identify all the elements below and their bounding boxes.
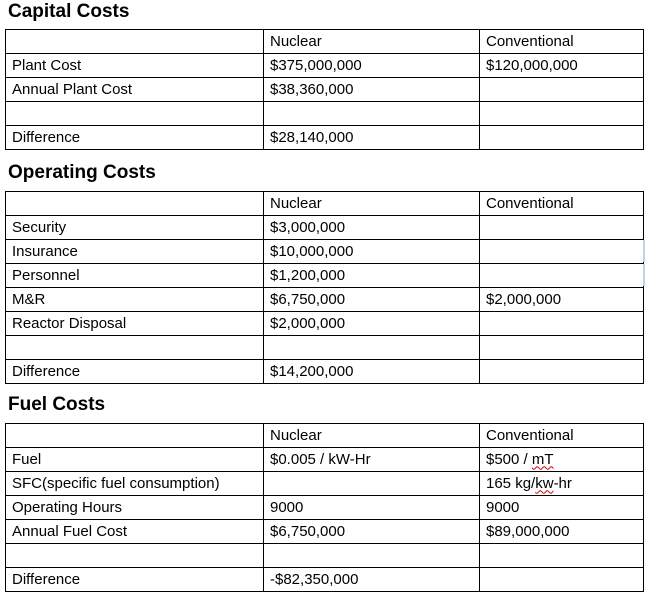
nuclear-header: Nuclear: [264, 192, 480, 216]
conventional-value: [480, 216, 644, 240]
row-label: Security: [6, 216, 264, 240]
table-row: [6, 472, 644, 496]
difference-row: [6, 126, 644, 150]
table-cell: [6, 336, 264, 360]
empty-row: [6, 544, 644, 568]
value-text: $500 /: [486, 450, 532, 468]
nuclear-value: $14,200,000: [264, 360, 480, 384]
nuclear-value: -$82,350,000: [264, 568, 480, 592]
operating-costs-table: [5, 191, 644, 384]
row-label: Annual Fuel Cost: [6, 520, 264, 544]
table-row: [6, 240, 644, 264]
difference-row: [6, 360, 644, 384]
nuclear-header: Nuclear: [264, 30, 480, 54]
row-label: Insurance: [6, 240, 264, 264]
nuclear-value: $1,200,000: [264, 264, 480, 288]
table-header-row: [6, 192, 644, 216]
row-label: Difference: [6, 360, 264, 384]
fuel-costs-title: Fuel Costs: [8, 394, 106, 415]
row-label: Difference: [6, 568, 264, 592]
conventional-header: Conventional: [480, 192, 644, 216]
nuclear-value: $2,000,000: [264, 312, 480, 336]
conventional-value: [480, 312, 644, 336]
table-cell: [6, 192, 264, 216]
capital-costs-title: Capital Costs: [8, 1, 130, 22]
nuclear-value: $0.005 / kW-Hr: [264, 448, 480, 472]
table-row: [6, 264, 644, 288]
table-cell: [6, 102, 264, 126]
table-row: [6, 496, 644, 520]
table-cell: [6, 424, 264, 448]
table-row: [6, 216, 644, 240]
table-cell: [264, 336, 480, 360]
row-label: Reactor Disposal: [6, 312, 264, 336]
table-row: [6, 448, 644, 472]
conventional-header: Conventional: [480, 30, 644, 54]
table-cell: [480, 102, 644, 126]
nuclear-value: $3,000,000: [264, 216, 480, 240]
value-text: -hr: [553, 474, 572, 492]
nuclear-value: $28,140,000: [264, 126, 480, 150]
nuclear-value: $10,000,000: [264, 240, 480, 264]
nuclear-value: $375,000,000: [264, 54, 480, 78]
row-label: SFC(specific fuel consumption): [6, 472, 264, 496]
row-label: Operating Hours: [6, 496, 264, 520]
empty-row: [6, 336, 644, 360]
table-header-row: [6, 30, 644, 54]
nuclear-value: [264, 472, 480, 496]
table-cell: [6, 30, 264, 54]
nuclear-header: Nuclear: [264, 424, 480, 448]
conventional-value: [480, 360, 644, 384]
table-cell: [6, 544, 264, 568]
conventional-value: [480, 78, 644, 102]
table-row: [6, 78, 644, 102]
conventional-header: Conventional: [480, 424, 644, 448]
row-label: M&R: [6, 288, 264, 312]
operating-costs-title: Operating Costs: [8, 162, 156, 183]
conventional-value: [480, 264, 644, 288]
table-row: [6, 520, 644, 544]
table-row: [6, 288, 644, 312]
spellcheck-word: kw: [535, 474, 554, 492]
row-label: Difference: [6, 126, 264, 150]
nuclear-value: 9000: [264, 496, 480, 520]
row-label: Annual Plant Cost: [6, 78, 264, 102]
table-row: [6, 312, 644, 336]
conventional-value: [480, 568, 644, 592]
nuclear-value: $6,750,000: [264, 520, 480, 544]
difference-row: [6, 568, 644, 592]
selection-marker: [643, 264, 645, 286]
empty-row: [6, 102, 644, 126]
conventional-value: 9000: [480, 496, 644, 520]
row-label: Fuel: [6, 448, 264, 472]
table-header-row: [6, 424, 644, 448]
conventional-value: $2,000,000: [480, 288, 644, 312]
conventional-value: [480, 472, 644, 496]
table-cell: [264, 102, 480, 126]
conventional-value: $120,000,000: [480, 54, 644, 78]
spellcheck-word: mT: [531, 450, 554, 468]
table-cell: [480, 544, 644, 568]
value-text: 165 kg/: [486, 474, 536, 492]
table-cell: [264, 544, 480, 568]
table-row: [6, 54, 644, 78]
conventional-value: [480, 126, 644, 150]
table-cell: [480, 336, 644, 360]
selection-marker: [643, 240, 645, 262]
nuclear-value: $6,750,000: [264, 288, 480, 312]
conventional-value: $89,000,000: [480, 520, 644, 544]
conventional-value: [480, 240, 644, 264]
fuel-costs-table: [5, 423, 644, 592]
row-label: Plant Cost: [6, 54, 264, 78]
conventional-value: [480, 448, 644, 472]
row-label: Personnel: [6, 264, 264, 288]
capital-costs-table: [5, 29, 644, 150]
nuclear-value: $38,360,000: [264, 78, 480, 102]
